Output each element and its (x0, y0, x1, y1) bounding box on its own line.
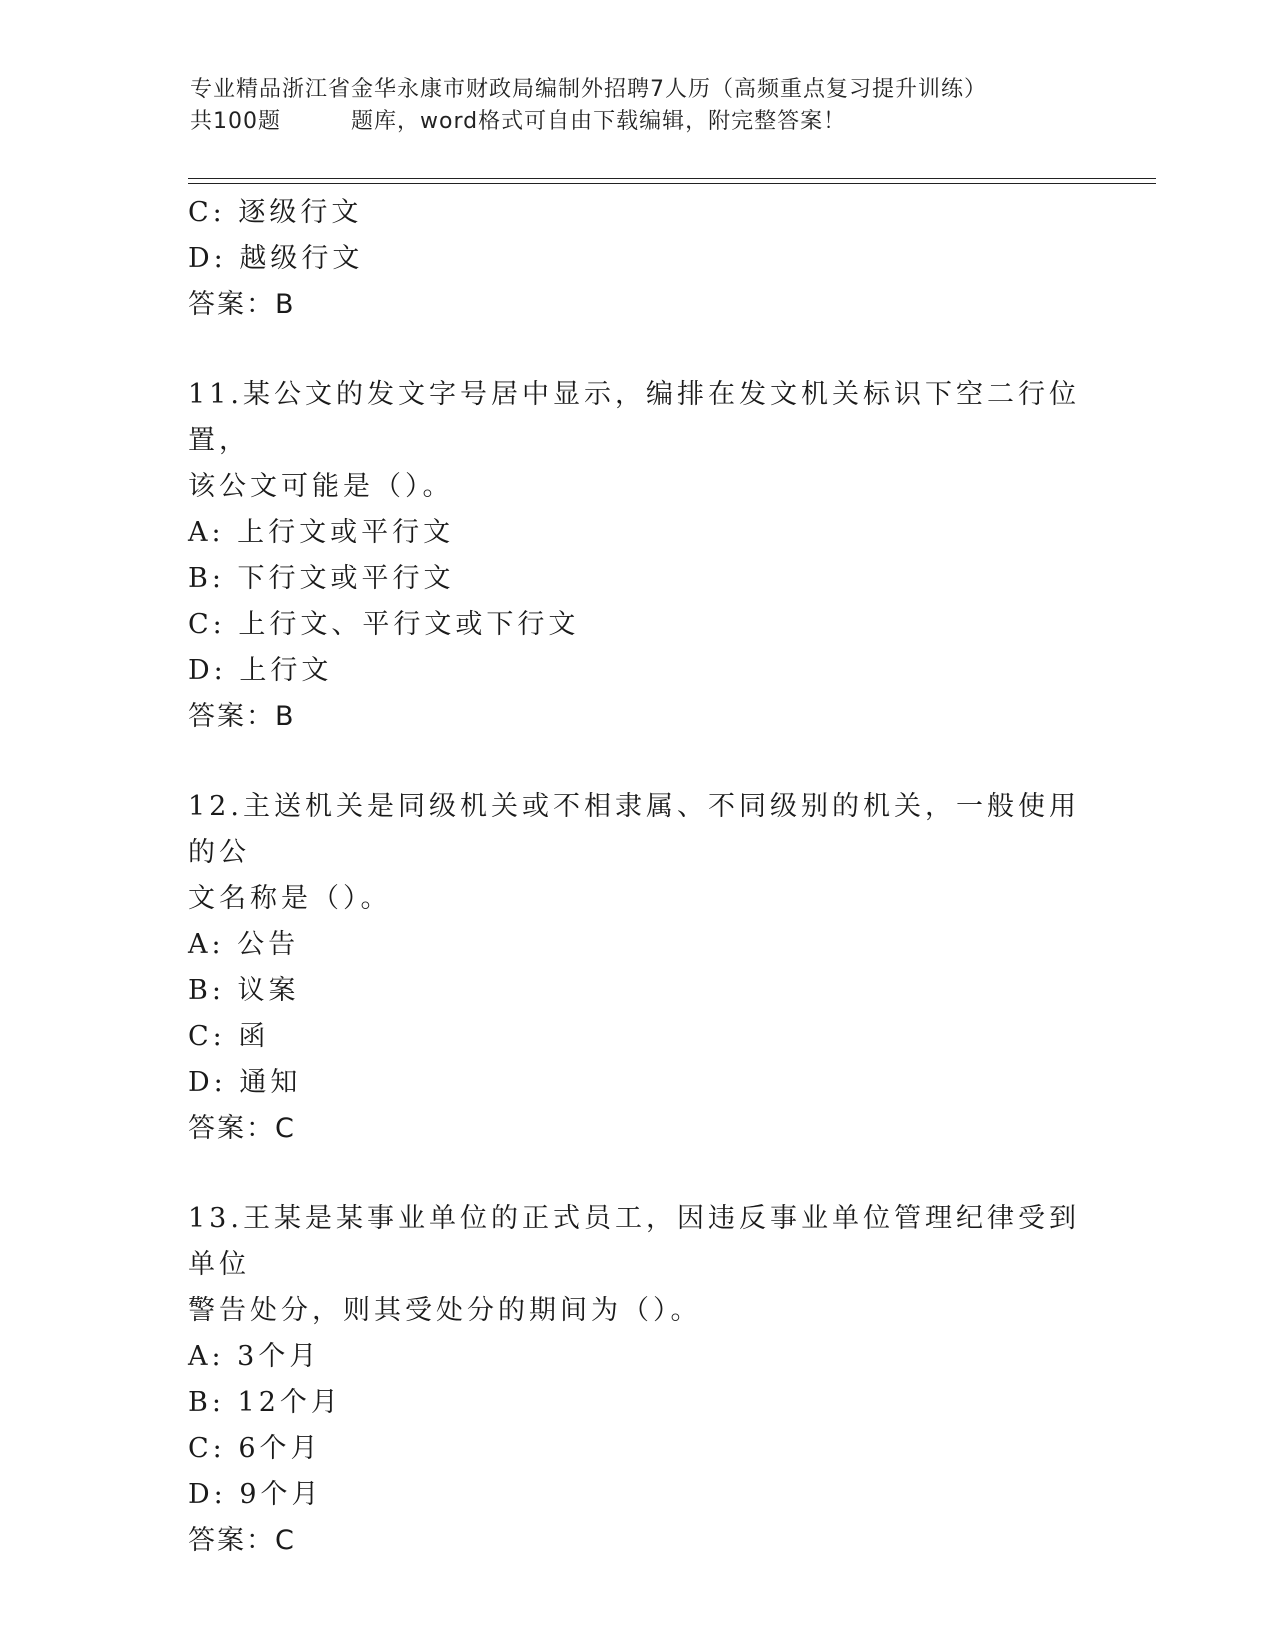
question-stem: 11.某公文的发文字号居中显示，编排在发文机关标识下空二行位置， (188, 379, 1080, 456)
question-stem-continued: 该公文可能是（）。 (188, 471, 454, 502)
option-b: B: 下行文或平行文 (188, 563, 455, 594)
answer-line: 答案：B (188, 289, 296, 320)
option-d: D: 9个月 (188, 1479, 323, 1510)
header-description: 题库，word格式可自由下载编辑，附完整答案！ (351, 109, 847, 134)
option-d: D: 通知 (188, 1067, 302, 1098)
answer-line: 答案：C (188, 1113, 296, 1144)
header-divider-top (188, 178, 1156, 179)
question-stem-continued: 警告处分，则其受处分的期间为（）。 (188, 1295, 702, 1326)
header-subtitle (190, 106, 1090, 138)
option-c: C: 逐级行文 (188, 197, 363, 228)
header-title: 专业精品浙江省金华永康市财政局编制外招聘7人历（高频重点复习提升训练） (190, 77, 987, 102)
answer-line: 答案：C (188, 1525, 296, 1556)
option-a: A: 公告 (188, 929, 300, 960)
page-header (190, 74, 1090, 138)
option-c: C: 函 (188, 1021, 270, 1052)
option-b: B: 12个月 (188, 1387, 342, 1418)
question-stem: 12.主送机关是同级机关或不相隶属、不同级别的机关，一般使用的公 (188, 791, 1080, 868)
option-d: D: 上行文 (188, 655, 333, 686)
header-divider-bottom (188, 183, 1156, 184)
answer-line: 答案：B (188, 701, 296, 732)
option-a: A: 上行文或平行文 (188, 517, 455, 548)
question-stem: 13.王某是某事业单位的正式员工，因违反事业单位管理纪律受到单位 (188, 1203, 1080, 1280)
header-question-count: 共100题 (190, 109, 281, 134)
question-list (188, 190, 1088, 1564)
option-c: C: 6个月 (188, 1433, 322, 1464)
option-c: C: 上行文、平行文或下行文 (188, 609, 580, 640)
option-a: A: 3个月 (188, 1341, 321, 1372)
previous-question-tail (188, 190, 1088, 328)
option-b: B: 议案 (188, 975, 300, 1006)
question-13 (188, 1196, 1088, 1564)
question-11 (188, 372, 1088, 740)
option-d: D: 越级行文 (188, 243, 364, 274)
question-stem-continued: 文名称是（）。 (188, 883, 392, 914)
question-12 (188, 784, 1088, 1152)
